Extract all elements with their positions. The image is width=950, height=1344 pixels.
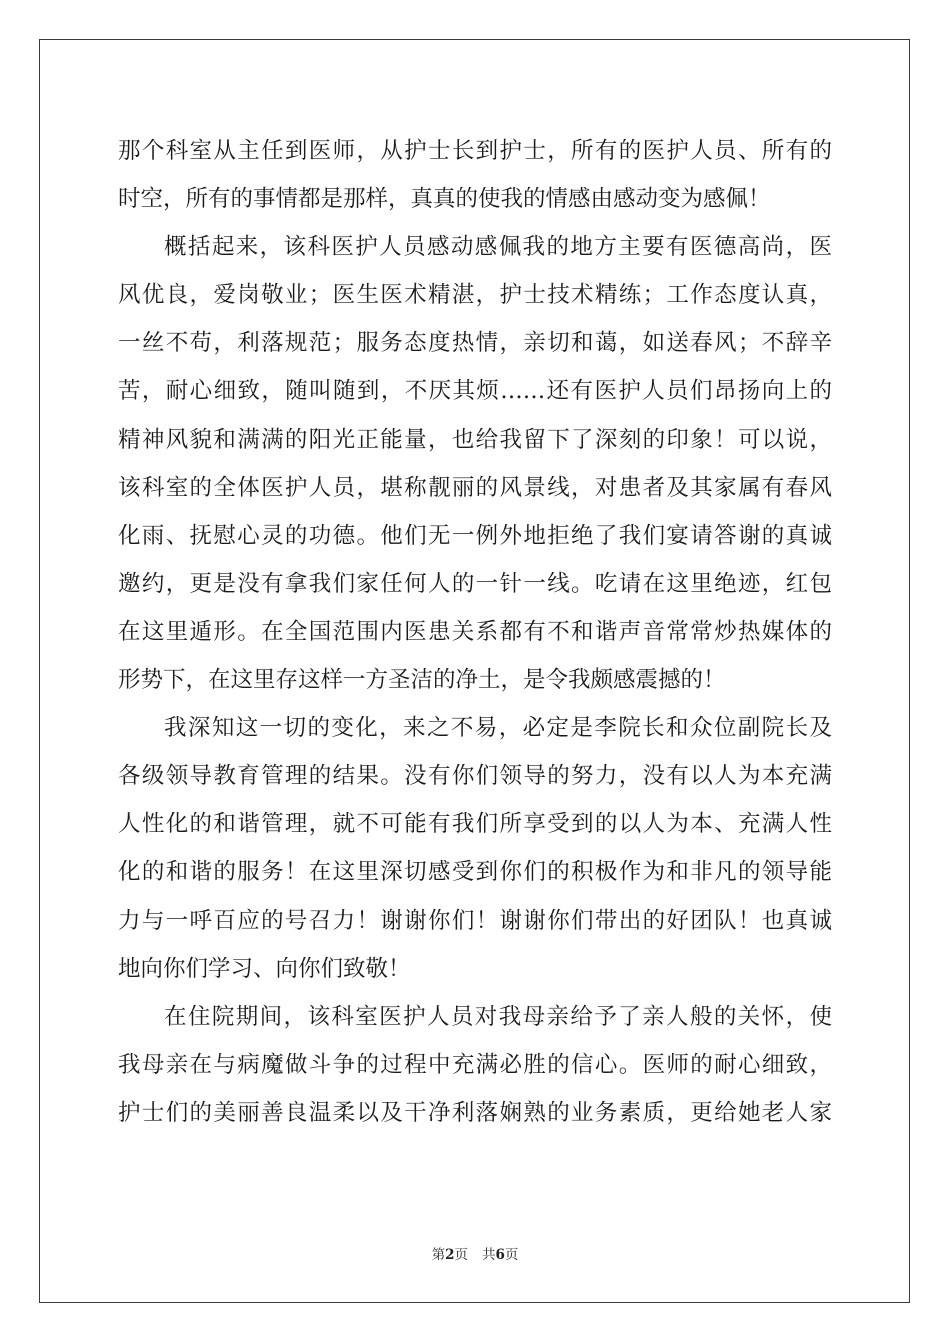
text-line: 护士们的美丽善良温柔以及干净利落娴熟的业务素质，更给她老人家 [118,1099,832,1126]
text-line: 各级领导教育管理的结果。没有你们领导的努力，没有以人为本充满 [118,763,832,790]
text-line: 该科室的全体医护人员，堪称靓丽的风景线，对患者及其家属有春风 [118,474,832,501]
total-prefix: 共 [482,1247,496,1263]
text-line: 我母亲在与病魔做斗争的过程中充满必胜的信心。医师的耐心细致， [118,1051,832,1078]
page-total: 6 [495,1247,505,1263]
text-line: 化雨、抚慰心灵的功德。他们无一例外地拒绝了我们宴请答谢的真诚 [118,522,832,549]
page-footer [0,1243,950,1263]
document-body [118,127,832,1137]
text-line: 我深知这一切的变化，来之不易，必定是李院长和众位副院长及 [164,715,832,742]
text-line: 力与一呼百应的号召力！谢谢你们！谢谢你们带出的好团队！也真诚 [118,907,832,934]
page-suffix: 页 [454,1247,468,1263]
text-line: 在住院期间，该科室医护人员对我母亲给予了亲人般的关怀，使 [164,1003,832,1030]
text-line: 在这里遁形。在全国范围内医患关系都有不和谐声音常常炒热媒体的 [118,618,832,645]
text-line: 一丝不苟，利落规范；服务态度热情，亲切和蔼，如送春风；不辞辛 [118,330,832,357]
text-line: 风优良，爱岗敬业；医生医术精湛，护士技术精练；工作态度认真， [118,282,832,309]
text-line: 化的和谐的服务！在这里深切感受到你们的积极作为和非凡的领导能 [118,859,832,886]
page-prefix: 第 [431,1247,446,1263]
page-current: 2 [445,1247,455,1263]
text-line: 地向你们学习、向你们致敬！ [118,955,411,982]
total-suffix: 页 [504,1247,519,1263]
text-line: 概括起来，该科医护人员感动感佩我的地方主要有医德高尚，医 [164,234,832,261]
text-line: 苦，耐心细致，随叫随到，不厌其烦……还有医护人员们昂扬向上的 [118,378,832,405]
text-line: 人性化的和谐管理，就不可能有我们所享受到的以人为本、充满人性 [118,811,832,838]
text-line: 时空，所有的事情都是那样，真真的使我的情感由感动变为感佩！ [118,186,771,213]
text-line: 形势下，在这里存这样一方圣洁的净土，是令我颇感震撼的！ [118,667,726,694]
text-line: 那个科室从主任到医师，从护士长到护士，所有的医护人员、所有的 [118,138,832,164]
text-line: 精神风貌和满满的阳光正能量，也给我留下了深刻的印象！可以说， [118,426,832,453]
text-line: 邀约，更是没有拿我们家任何人的一针一线。吃请在这里绝迹，红包 [118,570,832,597]
